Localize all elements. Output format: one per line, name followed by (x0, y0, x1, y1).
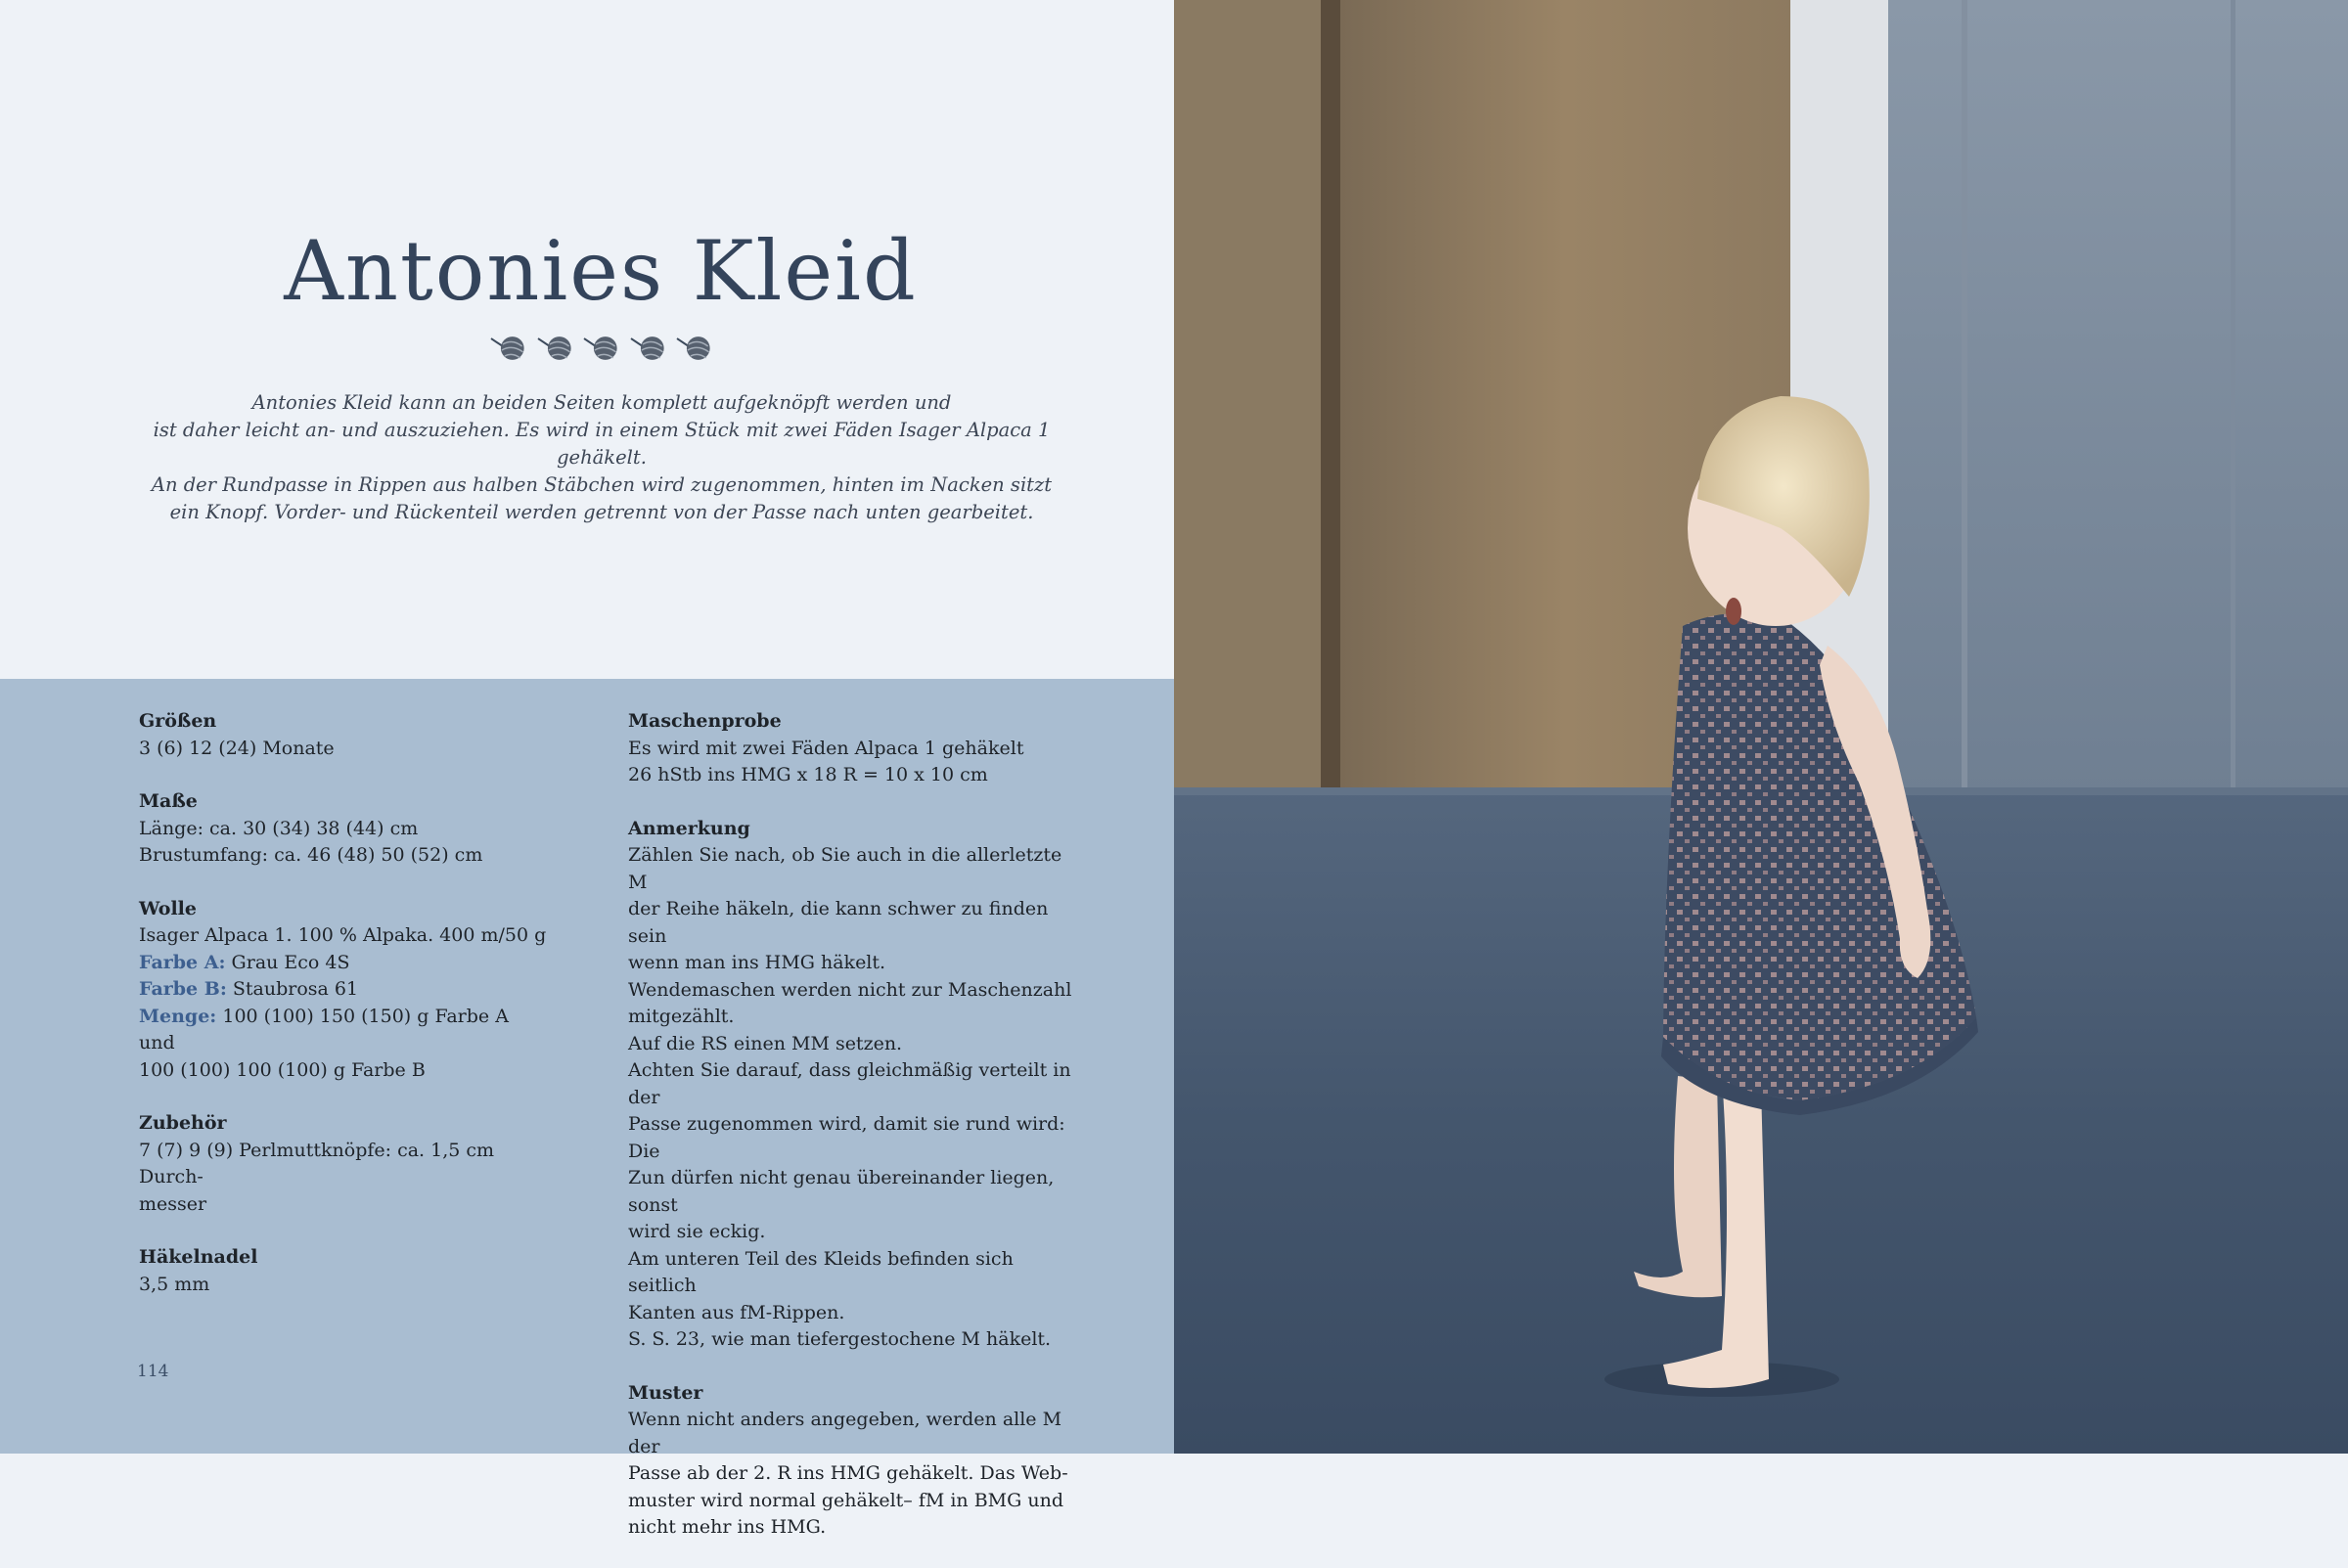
color-a-label: Farbe A: (139, 951, 226, 973)
color-b-label: Farbe B: (139, 978, 227, 1000)
color-b-line (139, 976, 550, 1004)
accessories-line: 7 (7) 9 (9) Perlmuttknöpfe: ca. 1,5 cm Durch- (139, 1139, 495, 1187)
note-line: wird sie eckig. (628, 1221, 766, 1242)
intro-line: ein Knopf. Vorder- und Rückenteil werden getrennt von der Passe nach unten gearbeitet. (169, 501, 1034, 523)
section-heading: Zubehör (139, 1112, 227, 1134)
length-value: Länge: ca. 30 (34) 38 (44) cm (139, 817, 419, 839)
pattern-section (628, 1380, 1078, 1542)
section-heading: Maße (139, 790, 198, 812)
section-heading: Häkelnadel (139, 1246, 258, 1268)
pattern-line: Passe ab der 2. R ins HMG gehäkelt. Das Web- (628, 1462, 1068, 1484)
page-number: 114 (137, 1362, 169, 1381)
info-column-right (628, 708, 1078, 1568)
left-page (0, 0, 1174, 1538)
hook-value: 3,5 mm (139, 1273, 210, 1295)
note-line: Am unteren Teil des Kleids befinden sich seitlich (628, 1247, 1014, 1296)
yarn-description: Isager Alpaca 1. 100 % Alpaka. 400 m/50 g (139, 924, 547, 946)
color-a-value: Grau Eco 4S (225, 951, 350, 973)
note-line: Wendemaschen werden nicht zur Maschenzahl (628, 978, 1072, 1001)
amount-label: Menge: (139, 1005, 217, 1027)
pattern-line: nicht mehr ins HMG. (628, 1516, 827, 1538)
pattern-line: muster wird normal gehäkelt– fM in BMG und (628, 1489, 1063, 1511)
note-line: Zählen Sie nach, ob Sie auch in die allerletzte M (628, 844, 1062, 893)
yarn-ball-icon (629, 331, 668, 364)
sizes-section (139, 708, 550, 762)
yarn-ball-icon (675, 331, 714, 364)
amount-line-2: 100 (100) 100 (100) g Farbe B (139, 1058, 426, 1081)
color-b-value: Staubrosa 61 (226, 978, 359, 1000)
note-line: wenn man ins HMG häkelt. (628, 952, 886, 973)
child-in-dress-photo (1174, 0, 2348, 1454)
amount-line (139, 1004, 550, 1057)
accessories-section (139, 1110, 550, 1218)
measurements-section (139, 788, 550, 870)
section-heading: Wolle (139, 897, 197, 919)
sizes-value: 3 (6) 12 (24) Monate (139, 737, 335, 759)
pattern-line: Wenn nicht anders angegeben, werden alle M der (628, 1409, 1062, 1457)
accessories-line: messer (139, 1192, 207, 1215)
intro-line: Antonies Kleid kann an beiden Seiten komplett aufgeknöpft werden und (251, 391, 952, 414)
yarn-ball-icon (489, 331, 528, 364)
section-heading: Maschenprobe (628, 710, 782, 732)
chest-value: Brustumfang: ca. 46 (48) 50 (52) cm (139, 844, 483, 866)
note-line: der Reihe häkeln, die kann schwer zu finden sein (628, 898, 1049, 947)
note-line: S. S. 23, wie man tiefergestochene M häkelt. (628, 1328, 1052, 1350)
intro-line: An der Rundpasse in Rippen aus halben Stäbchen wird zugenommen, hinten im Nacken sitzt (151, 473, 1053, 496)
photo-illustration (1174, 0, 2348, 1454)
note-line: Achten Sie darauf, dass gleichmäßig verteilt in der (628, 1059, 1071, 1108)
info-column-left (139, 708, 550, 1324)
yarn-section (139, 896, 550, 1085)
difficulty-rating (489, 331, 714, 364)
note-line: Auf die RS einen MM setzen. (628, 1032, 903, 1054)
gauge-section (628, 708, 1078, 789)
note-line: Passe zugenommen wird, damit sie rund wird: Die (628, 1113, 1065, 1162)
gauge-line: 26 hStb ins HMG x 18 R = 10 x 10 cm (628, 764, 988, 785)
section-heading: Anmerkung (628, 817, 750, 839)
section-heading: Muster (628, 1381, 703, 1404)
section-heading: Größen (139, 710, 217, 732)
gauge-line: Es wird mit zwei Fäden Alpaca 1 gehäkelt (628, 737, 1024, 759)
intro-text (117, 389, 1086, 526)
note-line: mitgezählt. (628, 1006, 735, 1027)
intro-line: ist daher leicht an- und auszuziehen. Es wird in einem Stück mit zwei Fäden Isager Alpaca 1 gehäkelt. (153, 419, 1051, 469)
note-line: Kanten aus fM-Rippen. (628, 1301, 845, 1323)
note-line: Zun dürfen nicht genau übereinander liegen, sonst (628, 1167, 1055, 1216)
yarn-ball-icon (536, 331, 575, 364)
color-a-line (139, 950, 550, 977)
note-section (628, 816, 1078, 1354)
page-title: Antonies Kleid (284, 223, 918, 319)
hook-section (139, 1244, 550, 1298)
pattern-info-panel (0, 679, 1174, 1538)
yarn-ball-icon (582, 331, 621, 364)
amount-value: 100 (100) 150 (150) g Farbe A und (139, 1005, 509, 1053)
